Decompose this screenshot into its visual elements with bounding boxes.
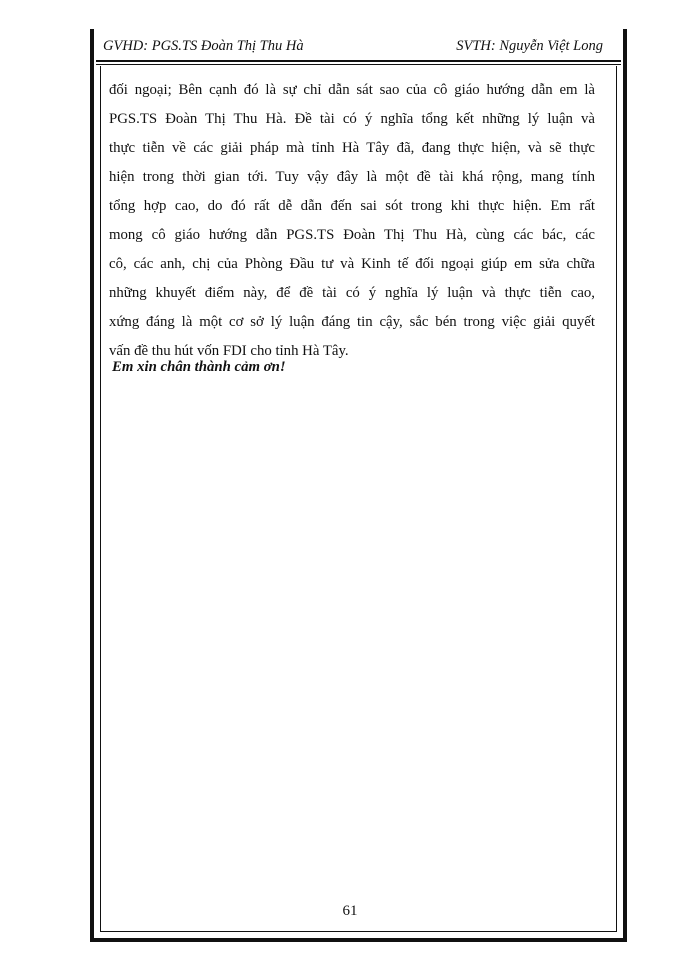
body-line: đối ngoại; Bên cạnh đó là sự chỉ dẫn sát sao của cô giáo hướng dẫn em là (109, 82, 595, 98)
header-rule (96, 60, 621, 62)
body-line: PGS.TS Đoàn Thị Thu Hà. Đề tài có ý nghĩa tổng kết những lý luận và (109, 111, 595, 127)
page-header (103, 38, 603, 60)
body-line: tổng hợp cao, do đó rất dễ dẫn đến sai sót trong khi thực hiện. Em rất (109, 198, 595, 214)
header-rule-thin (96, 64, 621, 65)
body-line: cô, các anh, chị của Phòng Đầu tư và Kinh tế đối ngoại giúp em sửa chữa (109, 256, 595, 272)
header-student: SVTH: Nguyễn Việt Long (456, 38, 603, 54)
body-line: xứng đáng là một cơ sở lý luận đáng tin cậy, sắc bén trong việc giải quyết (109, 314, 595, 330)
header-supervisor: GVHD: PGS.TS Đoàn Thị Thu Hà (103, 38, 304, 54)
body-line: vấn đề thu hút vốn FDI cho tỉnh Hà Tây. (109, 343, 349, 359)
body-line: thực tiễn về các giải pháp mà tỉnh Hà Tây đã, đang thực hiện, và sẽ thực (109, 140, 595, 156)
body-line: những khuyết điểm này, để đề tài có ý nghĩa lý luận và thực tiễn cao, (109, 285, 595, 301)
body-line: mong cô giáo hướng dẫn PGS.TS Đoàn Thị Thu Hà, cùng các bác, các (109, 227, 595, 243)
body-line: hiện trong thời gian tới. Tuy vậy đây là một đề tài khá rộng, mang tính (109, 169, 595, 185)
closing-thanks: Em xin chân thành cảm ơn! (112, 359, 286, 375)
page-number: 61 (342, 903, 358, 919)
body-paragraph (109, 76, 595, 366)
